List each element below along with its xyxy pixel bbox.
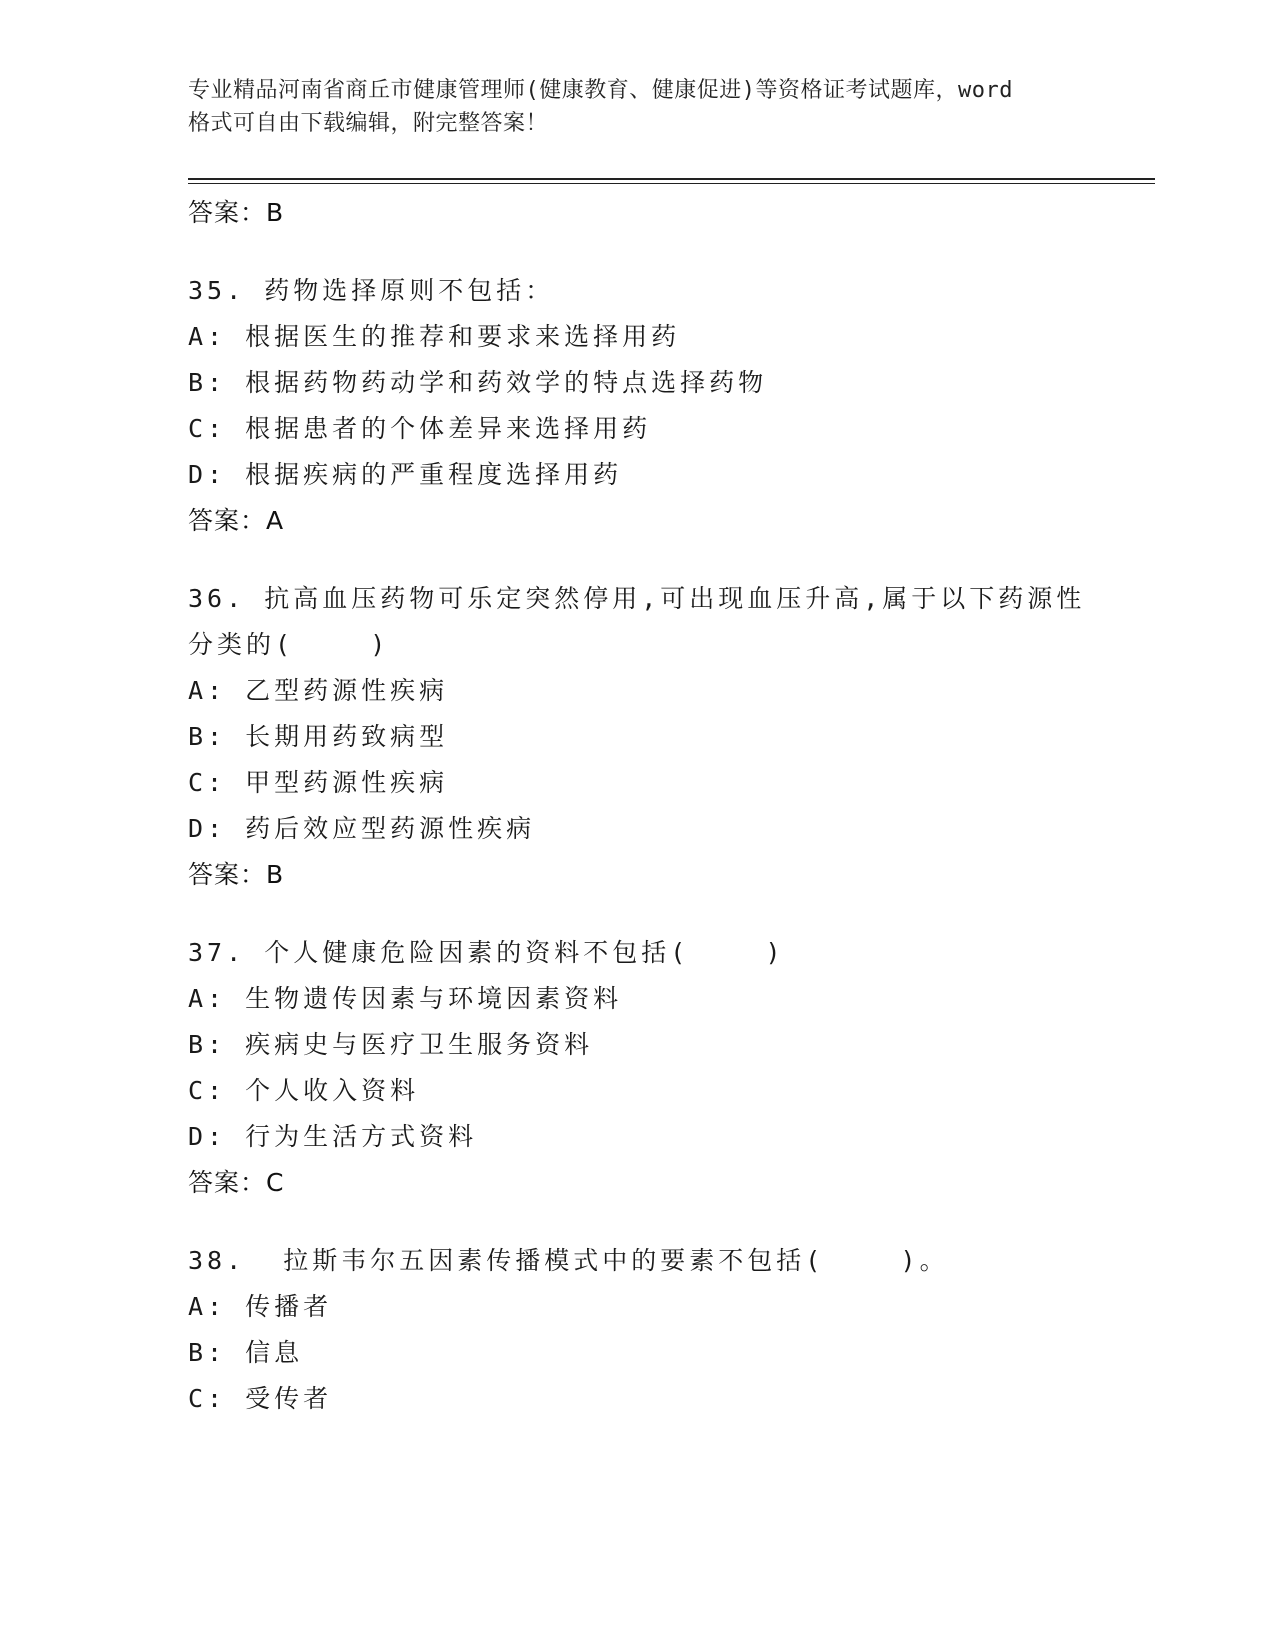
question-38: [188, 1238, 1088, 1422]
option-b: B: 长期用药致病型: [188, 722, 449, 751]
question-stem: 38. 拉斯韦尔五因素传播模式中的要素不包括( )。: [188, 1246, 949, 1275]
header-line-1: 专业精品河南省商丘市健康管理师(健康教育、健康促进)等资格证考试题库，word: [188, 78, 1013, 103]
question-stem: 35. 药物选择原则不包括：: [188, 276, 555, 305]
option-d: D: 药后效应型药源性疾病: [188, 814, 536, 843]
question-list: [188, 190, 1088, 1422]
answer-label: 答案：B: [188, 860, 285, 889]
question-stem: 36. 抗高血压药物可乐定突然停用,可出现血压升高,属于以下药源性: [188, 584, 1086, 613]
question-stem-continued: 分类的( ): [188, 630, 390, 659]
header-rule-thick: [188, 178, 1155, 180]
header-rule-thin: [188, 183, 1155, 184]
answer-label: 答案：A: [188, 506, 285, 535]
option-b: B: 疾病史与医疗卫生服务资料: [188, 1030, 594, 1059]
option-b: B: 根据药物药动学和药效学的特点选择药物: [188, 368, 768, 397]
option-c: C: 个人收入资料: [188, 1076, 420, 1105]
option-b: B: 信息: [188, 1338, 304, 1367]
option-a: A: 传播者: [188, 1292, 333, 1321]
page-header: [188, 74, 1088, 140]
question-stem: 37. 个人健康危险因素的资料不包括( ): [188, 938, 785, 967]
question-37: [188, 930, 1088, 1206]
option-d: D: 行为生活方式资料: [188, 1122, 478, 1151]
answer-label: 答案：C: [188, 1168, 285, 1197]
option-d: D: 根据疾病的严重程度选择用药: [188, 460, 623, 489]
question-35: [188, 268, 1088, 544]
option-a: A: 生物遗传因素与环境因素资料: [188, 984, 623, 1013]
option-c: C: 根据患者的个体差异来选择用药: [188, 414, 652, 443]
option-c: C: 甲型药源性疾病: [188, 768, 449, 797]
option-a: A: 乙型药源性疾病: [188, 676, 449, 705]
header-line-2: 格式可自由下载编辑，附完整答案！: [188, 111, 549, 136]
previous-answer: 答案：B: [188, 198, 285, 227]
question-36: [188, 576, 1088, 898]
option-a: A: 根据医生的推荐和要求来选择用药: [188, 322, 681, 351]
option-c: C: 受传者: [188, 1384, 333, 1413]
